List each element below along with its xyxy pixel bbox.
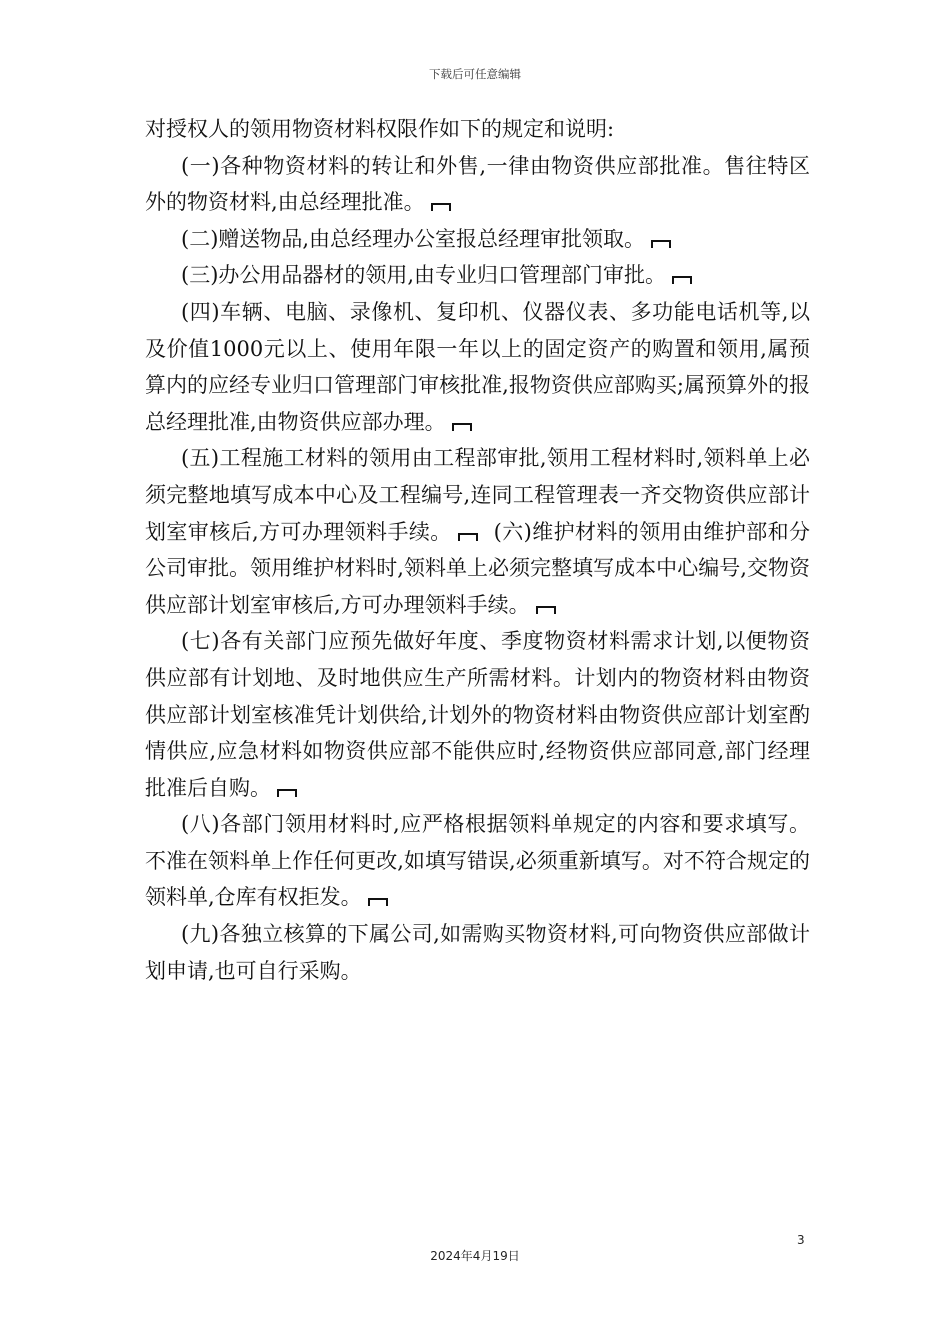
page-header: 下载后可任意编辑 [429,67,521,81]
item-1-text: (一)各种物资材料的转让和外售,一律由物资供应部批准。售往特区外的物资材料,由总经理批准。 [145,153,810,215]
item-3-text: (三)办公用品器材的领用,由专业归口管理部门审批。 [181,263,667,288]
item-7-text: (七)各有关部门应预先做好年度、季度物资材料需求计划,以便物资供应部有计划地、及时地供应生产所需材料。计划内的物资材料由物资供应部计划室核准凭计划供给,计划外的物资材料由物资供应部计划室酌情供应,应急材料如物资供应部不能供应时,经物资供应部同意,部门经理批准后自购。 [145,629,810,800]
document-body [145,111,810,989]
item-9-text: (九)各独立核算的下属公司,如需购买物资材料,可向物资供应部做计划申请,也可自行采购。 [145,922,810,983]
paragraph-item-2 [145,221,810,258]
page-number: 3 [797,1233,805,1247]
item-6-text: (六)维护材料的领用由维护部和分公司审批。领用维护材料时,领料单上必须完整填写成本中心编号,交物资供应部计划室审核后,方可办理领料手续。 [145,519,810,617]
paragraph-mark-icon [277,787,297,797]
item-4-text: (四)车辆、电脑、录像机、复印机、仪器仪表、多功能电话机等,以及价值1000元以上、使用年限一年以上的固定资产的购置和领用,属预算内的应经专业归口管理部门审核批准,报物资供应部购买;属预算外的报总经理批准,由物资供应部办理。 [145,299,810,434]
intro-paragraph: 对授权人的领用物资材料权限作如下的规定和说明: [145,117,615,141]
paragraph-item-3 [145,257,810,294]
paragraph-mark-icon [431,201,451,211]
paragraph-mark-icon [368,896,388,906]
item-8-text: (八)各部门领用材料时,应严格根据领料单规定的内容和要求填写。不准在领料单上作任何更改,如填写错误,必须重新填写。对不符合规定的领料单,仓库有权拒发。 [145,812,810,910]
item-2-text: (二)赠送物品,由总经理办公室报总经理审批领取。 [181,226,646,251]
paragraph-item-9 [145,916,810,989]
paragraph-mark-icon [651,238,671,248]
footer-date: 2024年4月19日 [430,1249,520,1263]
paragraph-mark-icon [458,531,478,541]
paragraph-item-5-6 [145,440,810,623]
paragraph-item-4 [145,294,810,440]
paragraph-item-7 [145,623,810,806]
paragraph-mark-icon [536,604,556,614]
paragraph-item-1 [145,148,810,221]
paragraph-mark-icon [452,421,472,431]
item-5-text: (五)工程施工材料的领用由工程部审批,领用工程材料时,领料单上必须完整地填写成本中心及工程编号,连同工程管理表一齐交物资供应部计划室审核后,方可办理领料手续。 [145,446,810,544]
paragraph-item-8 [145,806,810,916]
paragraph-mark-icon [672,274,692,284]
